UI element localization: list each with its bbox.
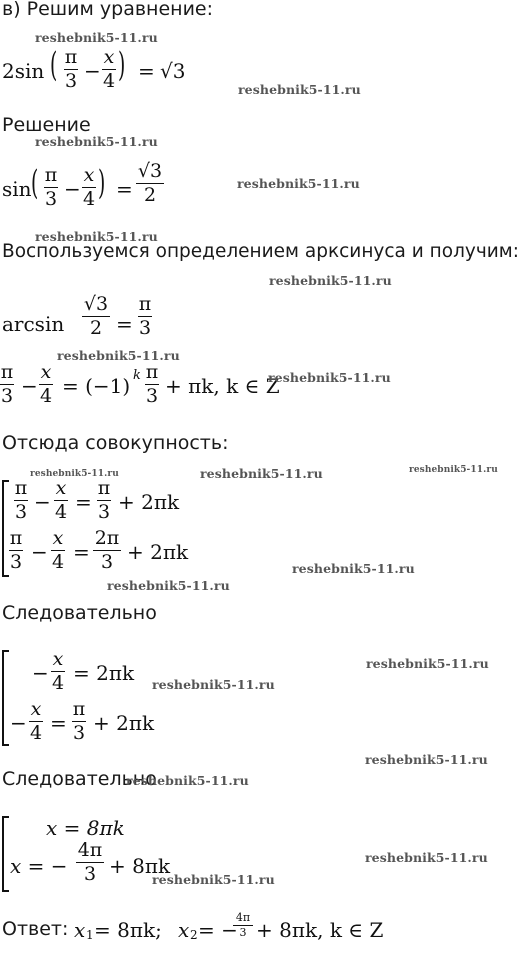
watermark: reshebnik5-11.ru: [365, 752, 488, 767]
watermark: reshebnik5-11.ru: [409, 465, 498, 475]
frac-den: 3: [145, 385, 159, 407]
arcsin-text: Воспользуемся определением арксинуса и получим:: [2, 241, 519, 262]
equals-sign: =: [73, 540, 90, 564]
frac-x-4: [51, 649, 65, 693]
answer-x2: x: [178, 918, 190, 942]
frac-den: 3: [9, 551, 23, 573]
watermark: reshebnik5-11.ru: [107, 578, 230, 593]
sin-label: sin: [2, 177, 32, 201]
frac-num: π: [44, 164, 58, 186]
frac-num: π: [145, 361, 159, 383]
eq-coef: 2sin: [2, 59, 45, 83]
frac-den: 4: [54, 501, 68, 523]
frac-num: π: [9, 527, 23, 549]
exponent-k: k: [133, 368, 141, 383]
equals-sign: =: [50, 711, 67, 735]
frac-sqrt3-2: [136, 161, 164, 205]
equals-sign: =: [138, 59, 155, 83]
frac-den: 3: [72, 722, 86, 744]
row1: x = 8πk: [46, 816, 125, 840]
frac-x-4: [29, 699, 43, 743]
sovokupnost-label: Отсюда совокупность:: [2, 432, 229, 454]
arcsin-label: arcsin: [2, 312, 65, 336]
frac-pi-3: [138, 294, 152, 338]
watermark: reshebnik5-11.ru: [57, 348, 180, 363]
frac-den: 3: [64, 70, 78, 92]
frac-den: 3: [83, 863, 97, 885]
frac-num: π: [72, 698, 86, 720]
answer-sub1: 1: [86, 928, 94, 942]
answer-sub2: 2: [190, 928, 198, 942]
row1-tail: + 2πk: [118, 490, 180, 514]
watermark: reshebnik5-11.ru: [152, 872, 275, 887]
row2-tail: + 8πk: [109, 854, 171, 878]
neg-one-power: = (−1): [62, 374, 131, 398]
frac-pi-3: [9, 528, 23, 572]
watermark: reshebnik5-11.ru: [35, 229, 158, 244]
frac-den: 2: [89, 317, 103, 339]
frac-den: 3: [44, 188, 58, 210]
watermark: reshebnik5-11.ru: [200, 466, 323, 481]
answer-eq2: = −: [198, 918, 238, 942]
row2-tail: + 2πk: [93, 711, 155, 735]
frac-den: 4: [29, 722, 43, 744]
frac-pi-3: [97, 478, 111, 522]
bracket: [2, 650, 9, 746]
frac-pi-3: [44, 165, 58, 209]
answer-x1: x: [74, 918, 86, 942]
answer-eq1: = 8πk;: [94, 918, 162, 942]
watermark: reshebnik5-11.ru: [126, 773, 249, 788]
watermark: reshebnik5-11.ru: [366, 656, 489, 671]
equals-sign: =: [116, 312, 133, 336]
frac-pi-3: [14, 478, 28, 522]
equals-sign: =: [75, 490, 92, 514]
watermark: reshebnik5-11.ru: [35, 134, 158, 149]
frac-den: 3: [97, 501, 111, 523]
frac-num: π: [14, 477, 28, 499]
frac-num: x: [40, 361, 52, 383]
answer-label: Ответ:: [2, 918, 69, 940]
solution-label: Решение: [2, 114, 91, 136]
frac-den: 4: [51, 672, 65, 694]
watermark: reshebnik5-11.ru: [30, 469, 119, 479]
frac-sqrt3-2: [82, 294, 110, 338]
sled2-label: Следовательно: [2, 768, 157, 790]
row2-lhs: x = −: [10, 854, 68, 878]
answer-tail: + 8πk, k ∈ Z: [256, 918, 384, 942]
frac-x-4: [54, 478, 68, 522]
row2-tail: + 2πk: [127, 540, 189, 564]
problem-header: в) Решим уравнение:: [2, 0, 214, 20]
frac-pi-3: [0, 362, 14, 406]
frac-num: 2π: [94, 527, 120, 549]
frac-num: x: [55, 477, 67, 499]
frac-num: π: [138, 293, 152, 315]
equals-sign: =: [116, 177, 133, 201]
frac-den: 4: [82, 188, 96, 210]
frac-den: 4: [39, 385, 53, 407]
frac-den: 3: [0, 385, 14, 407]
frac-num: √3: [137, 160, 163, 182]
frac-pi-3: [64, 47, 78, 91]
paren-open: (: [31, 163, 39, 203]
minus-sign: −: [34, 490, 51, 514]
frac-2pi-3: [93, 528, 121, 572]
eq-rhs: √3: [160, 59, 186, 83]
watermark: reshebnik5-11.ru: [365, 850, 488, 865]
frac-den: 2: [143, 184, 157, 206]
watermark: reshebnik5-11.ru: [237, 176, 360, 191]
watermark: reshebnik5-11.ru: [238, 82, 361, 97]
frac-num: x: [30, 698, 42, 720]
frac-num: 4π: [235, 911, 251, 924]
frac-num: √3: [83, 293, 109, 315]
sled1-label: Следовательно: [2, 602, 157, 624]
frac-den: 3: [138, 317, 152, 339]
bracket: [2, 480, 9, 577]
frac-x-4: [102, 47, 116, 91]
step3-tail: + πk, k ∈ Z: [165, 374, 280, 398]
paren-close: ): [118, 45, 126, 85]
minus-sign: −: [32, 661, 49, 685]
frac-den: 4: [51, 551, 65, 573]
frac-x-4: [82, 165, 96, 209]
frac-den: 4: [102, 70, 116, 92]
minus-sign: −: [10, 711, 27, 735]
frac-pi-3: [145, 362, 159, 406]
minus-sign: −: [64, 177, 81, 201]
watermark: reshebnik5-11.ru: [269, 273, 392, 288]
frac-num: π: [0, 361, 14, 383]
paren-close: ): [98, 163, 106, 203]
frac-x-4: [51, 528, 65, 572]
frac-4pi-3: [76, 840, 104, 884]
frac-num: π: [64, 46, 78, 68]
frac-num: x: [83, 164, 95, 186]
minus-sign: −: [84, 59, 101, 83]
watermark: reshebnik5-11.ru: [35, 30, 158, 45]
frac-den: 3: [239, 926, 247, 939]
minus-sign: −: [31, 540, 48, 564]
paren-open: (: [50, 45, 58, 85]
row1-rhs: = 2πk: [73, 661, 135, 685]
frac-num: π: [97, 477, 111, 499]
minus-sign: −: [21, 374, 38, 398]
frac-num: x: [52, 527, 64, 549]
frac-4pi-3: [233, 912, 253, 939]
frac-x-4: [39, 362, 53, 406]
frac-den: 3: [100, 551, 114, 573]
watermark: reshebnik5-11.ru: [152, 677, 275, 692]
frac-num: x: [52, 648, 64, 670]
watermark: reshebnik5-11.ru: [268, 370, 391, 385]
bracket: [2, 816, 9, 892]
frac-den: 3: [14, 501, 28, 523]
frac-num: x: [103, 46, 115, 68]
frac-num: 4π: [77, 839, 103, 861]
frac-pi-3: [72, 699, 86, 743]
watermark: reshebnik5-11.ru: [292, 561, 415, 576]
